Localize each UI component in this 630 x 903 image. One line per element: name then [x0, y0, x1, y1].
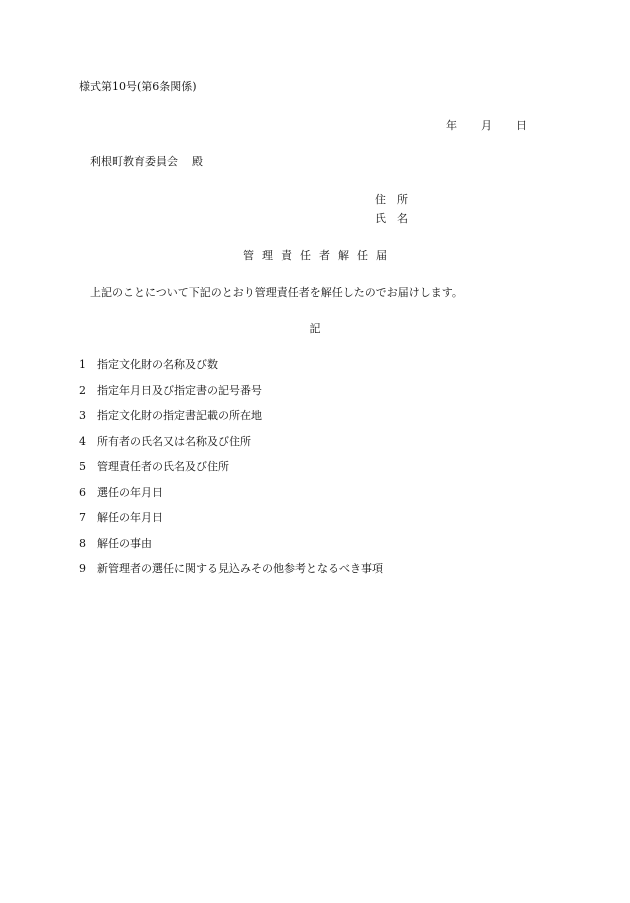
date-line	[446, 119, 527, 133]
list-item	[79, 537, 383, 563]
list-item	[79, 562, 383, 588]
item-number: 2	[79, 383, 86, 397]
item-number: 7	[79, 511, 86, 524]
item-text: 管理責任者の氏名及び住所	[97, 460, 229, 473]
document-title: 管理責任者解任届	[243, 249, 395, 262]
item-text: 新管理者の選任に関する見込みその他参考となるべき事項	[97, 562, 383, 575]
item-number: 3	[79, 409, 86, 422]
item-number: 8	[79, 536, 86, 550]
item-text: 解任の年月日	[97, 511, 163, 524]
list-item	[79, 435, 383, 461]
item-text: 指定文化財の名称及び数	[97, 358, 218, 371]
list-item	[79, 409, 383, 435]
name-label: 氏 名	[375, 212, 408, 225]
intro-text: 上記のことについて下記のとおり管理責任者を解任したのでお届けします。	[90, 286, 463, 299]
item-number: 6	[79, 485, 86, 499]
addressee-honorific: 殿	[192, 155, 203, 168]
item-number: 4	[79, 434, 86, 448]
item-text: 選任の年月日	[97, 485, 163, 499]
ki-heading: 記	[309, 322, 321, 335]
list-item	[79, 384, 383, 410]
item-text: 所有者の氏名又は名称及び住所	[97, 434, 251, 448]
addressee	[90, 155, 203, 169]
list-item	[79, 358, 383, 384]
list-item	[79, 511, 383, 537]
item-list	[79, 358, 383, 588]
item-text: 指定文化財の指定書記載の所在地	[97, 409, 262, 422]
date-month: 月	[481, 119, 492, 132]
item-number: 5	[79, 460, 86, 473]
date-day: 日	[516, 119, 527, 132]
item-number: 1	[79, 358, 86, 371]
list-item	[79, 460, 383, 486]
addressee-name: 利根町教育委員会	[90, 155, 178, 168]
item-text: 指定年月日及び指定書の記号番号	[97, 383, 262, 397]
form-number: 様式第10号(第6条関係)	[79, 80, 197, 93]
address-label: 住 所	[375, 193, 408, 206]
date-year: 年	[446, 119, 457, 132]
item-text: 解任の事由	[97, 536, 152, 550]
item-number: 9	[79, 562, 86, 575]
list-item	[79, 486, 383, 512]
